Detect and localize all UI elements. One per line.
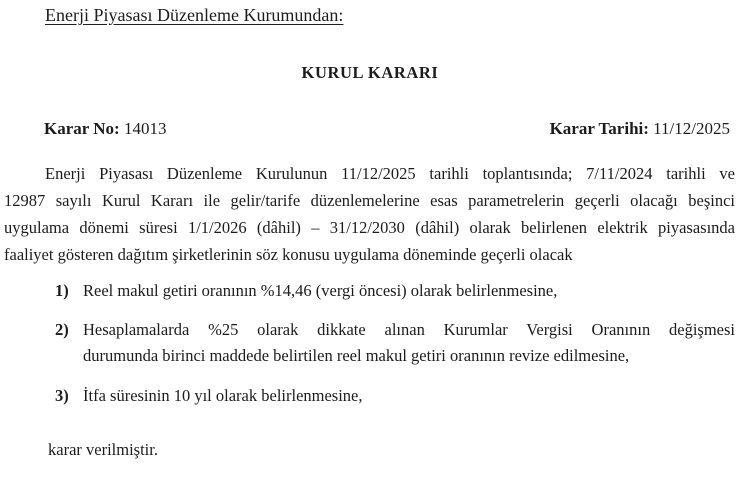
decision-no xyxy=(44,119,166,139)
authority-line: Enerji Piyasası Düzenleme Kurumundan: xyxy=(45,5,344,25)
closing-line: karar verilmiştir. xyxy=(48,440,158,459)
item-number: 3) xyxy=(55,386,69,405)
decision-title: KURUL KARARI xyxy=(301,63,439,82)
intro-line: 12987 sayılı Kurul Kararı ile gelir/tarife düzenlemelerine esas parametrelerin geçerli olacağı beşinci xyxy=(4,191,735,210)
list-item xyxy=(55,278,735,304)
decision-date-value: 11/12/2025 xyxy=(653,119,730,138)
item-text xyxy=(83,317,735,369)
intro-line: faaliyet gösteren dağıtım şirketlerinin söz konusu uygulama döneminde geçerli olacak xyxy=(4,245,573,264)
item-line: durumunda birinci maddede belirtilen reel makul getiri oranının revize edilmesine, xyxy=(83,346,630,365)
list-item xyxy=(55,383,735,409)
list-item xyxy=(55,317,735,369)
item-number: 2) xyxy=(55,320,69,339)
decision-meta-row xyxy=(44,119,730,139)
decision-no-label: Karar No: xyxy=(44,119,120,138)
decision-list xyxy=(55,278,735,409)
item-text xyxy=(83,278,735,304)
item-line: Hesaplamalarda %25 olarak dikkate alınan Kurumlar Vergisi Oranının değişmesi xyxy=(83,320,735,339)
intro-paragraph xyxy=(4,160,735,268)
decision-date-label: Karar Tarihi: xyxy=(549,119,649,138)
decision-no-value: 14013 xyxy=(123,119,167,138)
decision-date xyxy=(550,119,730,139)
item-text xyxy=(83,383,735,409)
intro-line: Enerji Piyasası Düzenleme Kurulunun 11/12/2025 tarihli toplantısında; 7/11/2024 tarihli ve xyxy=(45,164,735,183)
item-line: Reel makul getiri oranının %14,46 (vergi öncesi) olarak belirlenmesine, xyxy=(83,281,558,300)
item-line: İtfa süresinin 10 yıl olarak belirlenmesine, xyxy=(83,386,363,405)
item-number: 1) xyxy=(55,281,69,300)
intro-line: uygulama dönemi süresi 1/1/2026 (dâhil) – 31/12/2030 (dâhil) olarak belirlenen elektrik piyasasında xyxy=(4,218,735,237)
